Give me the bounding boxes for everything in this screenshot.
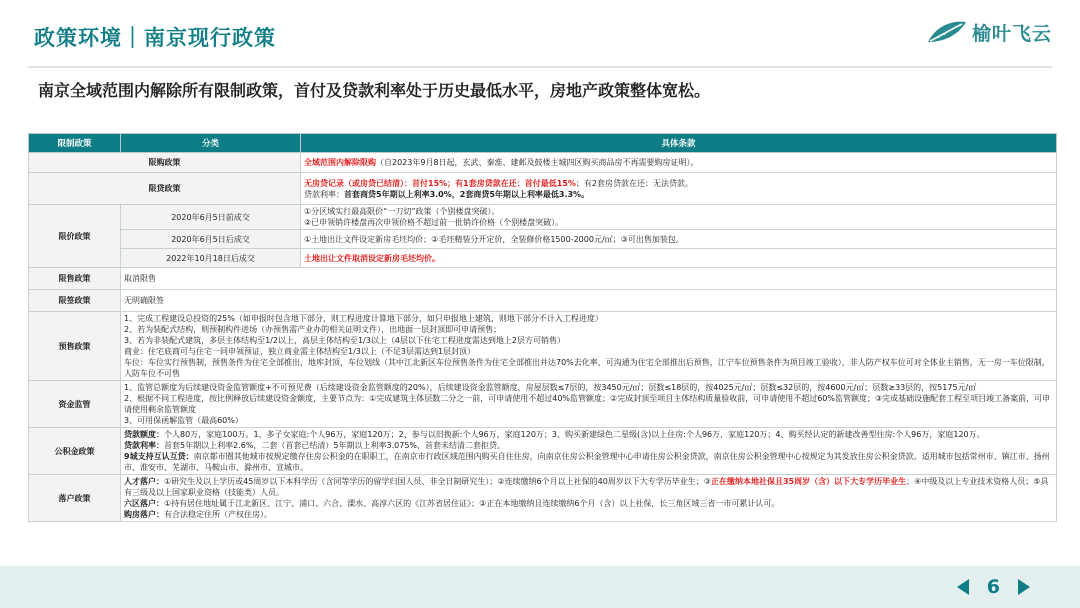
header-category: 分类 — [121, 134, 301, 153]
xianjia-terms-2: ①土地出让文件设定新房毛坯均价；②毛坯精装分开定价，全装修价格1500-2000元/㎡；③可出售加装包。 — [301, 230, 1057, 249]
footer — [0, 566, 1080, 608]
row-label-xiangou: 限购政策 — [29, 153, 301, 173]
row-label-xianshou: 限售政策 — [29, 268, 121, 290]
table-row — [29, 153, 1057, 173]
subtitle: 南京全域范围内解除所有限制政策，首付及贷款利率处于历史最低水平，房地产政策整体宽松。 — [38, 81, 711, 100]
policy-table — [28, 133, 1057, 522]
next-page-icon[interactable] — [1018, 579, 1030, 595]
row-label-gongjijin: 公积金政策 — [29, 428, 121, 475]
row-terms-xiangou: 全域范围内解除限购（自2023年9月8日起，玄武、秦淮、建邺及鼓楼主城四区购买商品房不再需要购房证明）。 — [301, 153, 1057, 173]
table-row — [29, 290, 1057, 312]
table-row — [29, 312, 1057, 381]
row-label-zijin: 资金监管 — [29, 381, 121, 428]
row-terms-gongjijin: 贷款额度：个人80万，家庭100万。1、多子女家庭:个人96万，家庭120万；2、参与以旧换新:个人96万，家庭120万；3、购买新建绿色二星级(含)以上住房:个人96万，家庭120万；4、购买经认定的新建改善型住房:个人96万，家庭120万。 贷款利率：首套5年期以上利率2.6%，二套（首套已结清）5年期以上利率3.075%，首套未结清二套拒贷。 9城支持互认互贷：南京都市圈其他城市按规定缴存住房公积金的在职职工，在南京市行政区域范围内购买自住住房，向南京住房公积金管理中心申请住房公积金贷款，南京住房公积金管理中心按规定为其发放住房公积金贷款。适用城市包括常州市、镇江市、扬州市、淮安市、芜湖市、马鞍山市、滁州市、宣城市。 — [121, 428, 1057, 475]
xianjia-period-2: 2020年6月5日后成交 — [121, 230, 301, 249]
row-label-yushou: 预售政策 — [29, 312, 121, 381]
logo-text: 榆叶飞云 — [971, 22, 1052, 45]
prev-page-icon[interactable] — [957, 579, 969, 595]
table-row — [29, 475, 1057, 522]
table-row — [29, 381, 1057, 428]
table-row — [29, 230, 1057, 249]
row-terms-yushou: 1、完成工程建设总投资的25%（如申报时包含地下部分，则工程进度计算地下部分，如只申报地上建筑，则地下部分不计入工程进度） 2、若为装配式结构，则预制构件进场（办预售需产业办的相关证明文件），出地面一层封顶即可申请预售； 3、若为非装配式建筑，多层主体结构至1/2以上，高层主体结构至1/3以上（4层以下住宅工程进度需达到地上2层方可销售） 商业：住宅底商可与住宅一同申领预证，独立商业需主体结构至1/3以上（不足3层需达到1层封顶） 车位：车位实行预售制，预售条件为住宅全部推出，地库封顶，车位划线（其中江北新区车位预售条件为住宅全部推出并达70%去化率，可沟通为住宅全部推出后预售，江宁车位预售条件为项目竣工验收），非人防产权车位可对全体业主销售，无一房一车位限制，人防车位不可售 — [121, 312, 1057, 381]
row-label-xianjia: 限价政策 — [29, 205, 121, 268]
header — [0, 0, 1080, 66]
xianjia-terms-3: 土地出让文件取消设定新房毛坯均价。 — [301, 249, 1057, 268]
row-terms-xiandai: 无房贷记录（或房贷已结清）：首付15%；有1套房贷款在还：首付最低15%；有2套房贷款在还：无法贷款。 贷款利率：首套商贷5年期以上利率3.0%，2套商贷5年期以上利率最低3.3%。 — [301, 173, 1057, 205]
table-row — [29, 428, 1057, 475]
table-row — [29, 173, 1057, 205]
xianjia-period-3: 2022年10月18日后成交 — [121, 249, 301, 268]
pager — [957, 576, 1030, 598]
row-terms-xianshou: 取消限售 — [121, 268, 1057, 290]
leaf-logo-icon — [926, 18, 968, 46]
row-label-xiandai: 限贷政策 — [29, 173, 301, 205]
xianjia-period-1: 2020年6月5日前成交 — [121, 205, 301, 230]
table-row — [29, 205, 1057, 230]
header-restriction: 限制政策 — [29, 134, 121, 153]
header-terms: 具体条款 — [301, 134, 1057, 153]
row-terms-xianqian: 无明确限签 — [121, 290, 1057, 312]
table-row — [29, 249, 1057, 268]
page-title: 政策环境｜南京现行政策 — [34, 26, 276, 50]
row-terms-luohu: 人才落户：①研究生及以上学历或45周岁以下本科学历（含同等学历的留学归国人员、非全日制研究生）；②连续缴纳6个月以上社保的40周岁以下大专学历毕业生；③正在缴纳本地社保且35周岁（含）以下大专学历毕业生；④中级及以上专业技术资格人员；⑤具有三级及以上国家职业资格（技能类）人员。 六区落户：①持有居住地址属于江北新区、江宁、浦口、六合、溧水、高淳六区的《江苏省居住证》；②正在本地缴纳且连续缴纳6个月（含）以上社保，长三角区域三省一市可累计认可。 购房落户：有合法稳定住所（产权住房）。 — [121, 475, 1057, 522]
subtitle-bar — [28, 66, 1052, 110]
brand-logo — [926, 18, 1052, 46]
table-row — [29, 268, 1057, 290]
row-label-luohu: 落户政策 — [29, 475, 121, 522]
row-label-xianqian: 限签政策 — [29, 290, 121, 312]
table-header-row — [29, 134, 1057, 153]
page-number: 6 — [986, 576, 1000, 598]
row-terms-zijin: 1、监管总额度为后续建设资金监管额度+不可预见费（后续建设资金监管额度的20%），后续建设资金监管额度，房屋层数≤7层的，按3450元/㎡；层数≤18层的，按4025元/㎡；层数≤32层的，按4600元/㎡；层数≥33层的，按5175元/㎡ 2、根据不同工程进度，按比例释放后续建设资金额度，主要节点为：①完成建筑主体层数二分之一前，可申请使用不超过40%监管额度；②完成封顶至项目主体结构质量验收前，可申请使用不超过60%监管额度；③完成基础设施配套工程至项目竣工备案前，可申请使用剩余监管额度 3、可用保函解监管（最高60%） — [121, 381, 1057, 428]
xianjia-terms-1: ①分区域实行最高限价“一刀切”政策（个别楼盘突破）。 ②已申领销许楼盘再次申领价格不超过前一批销许价格（个别楼盘突破）。 — [301, 205, 1057, 230]
